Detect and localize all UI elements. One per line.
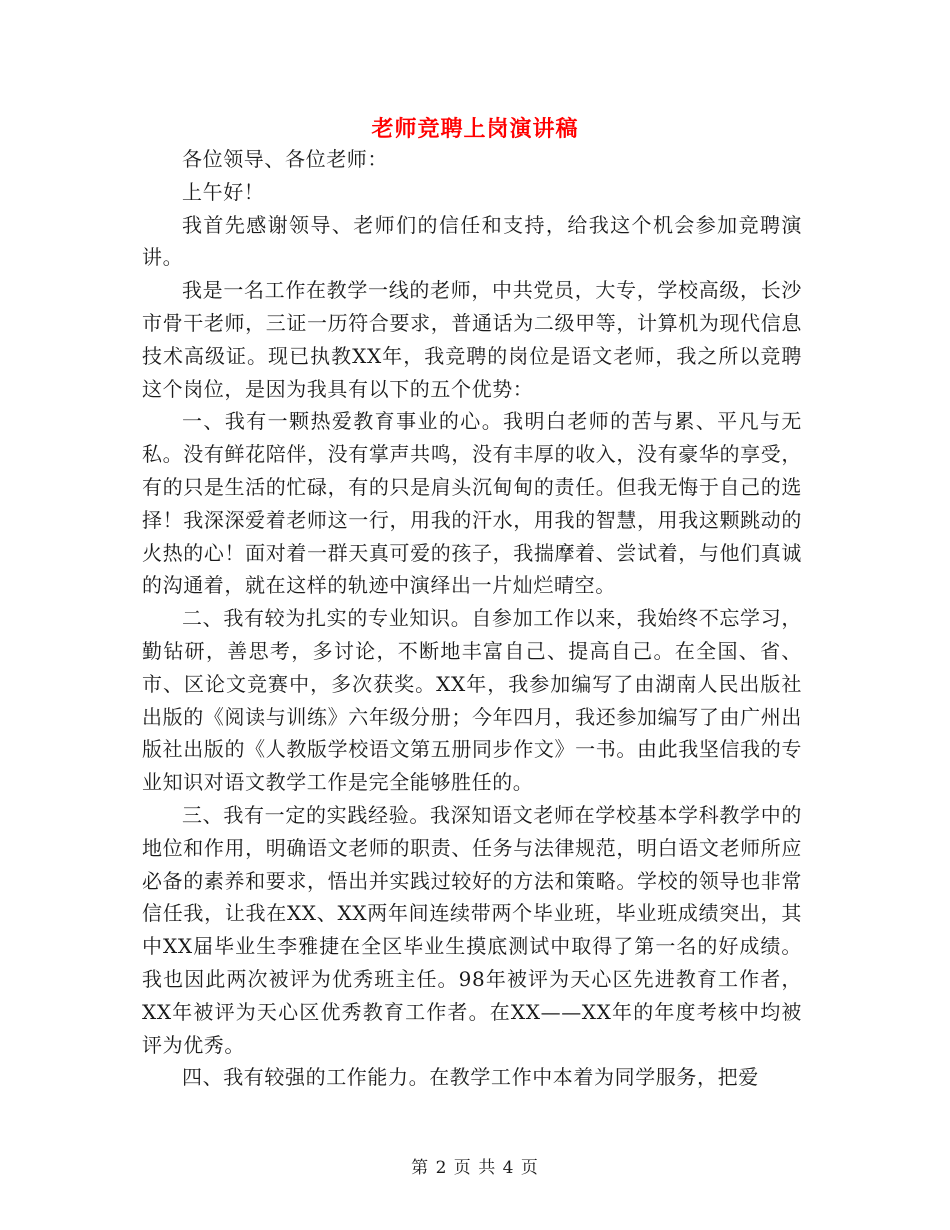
page-number-label: 第 2 页 共 4 页	[411, 1158, 539, 1178]
thanks-paragraph: 我首先感谢领导、老师们的信任和支持，给我这个机会参加竞聘演讲。	[142, 212, 802, 270]
greeting-paragraph: 上午好！	[182, 179, 265, 204]
document-title: 老师竞聘上岗演讲稿	[371, 116, 579, 142]
advantage-one-paragraph: 一、我有一颗热爱教育事业的心。我明白老师的苦与累、平凡与无私。没有鲜花陪伴，没有掌声共鸣，没有丰厚的收入，没有豪华的享受，有的只是生活的忙碌，有的只是肩头沉甸甸的责任。但我无悔于自己的选择！我深深爱着老师这一行，用我的汗水，用我的智慧，用我这颗跳动的火热的心！面对着一群天真可爱的孩子，我揣摩着、尝试着，与他们真诚的沟通着，就在这样的轨迹中演绎出一片灿烂晴空。	[142, 409, 802, 598]
advantage-three-paragraph: 三、我有一定的实践经验。我深知语文老师在学校基本学科教学中的地位和作用，明确语文老师的职责、任务与法律规范，明白语文老师所应必备的素养和要求，悟出并实践过较好的方法和策略。学校的领导也非常信任我，让我在XX、XX两年间连续带两个毕业班，毕业班成绩突出，其中XX届毕业生李雅捷在全区毕业生摸底测试中取得了第一名的好成绩。我也因此两次被评为优秀班主任。98年被评为天心区先进教育工作者，XX年被评为天心区优秀教育工作者。在XX——XX年的年度考核中均被评为优秀。	[142, 802, 802, 1057]
document-body	[142, 143, 802, 1094]
page-footer	[0, 1153, 950, 1178]
salutation-paragraph: 各位领导、各位老师：	[182, 147, 388, 171]
advantage-four-paragraph: 四、我有较强的工作能力。在教学工作中本着为同学服务，把爱	[182, 1065, 759, 1090]
advantage-two-paragraph: 二、我有较为扎实的专业知识。自参加工作以来，我始终不忘学习，勤钻研，善思考，多讨论，不断地丰富自己、提高自己。在全国、省、市、区论文竞赛中，多次获奖。XX年，我参加编写了由湖南人民出版社出版的《阅读与训练》六年级分册；今年四月，我还参加编写了由广州出版社出版的《人教版学校语文第五册同步作文》一书。由此我坚信我的专业知识对语文教学工作是完全能够胜任的。	[142, 606, 802, 795]
introduction-paragraph: 我是一名工作在教学一线的老师，中共党员，大专，学校高级，长沙市骨干老师，三证一历符合要求，普通话为二级甲等，计算机为现代信息技术高级证。现已执教XX年，我竞聘的岗位是语文老师，我之所以竞聘这个岗位，是因为我具有以下的五个优势：	[142, 278, 802, 401]
